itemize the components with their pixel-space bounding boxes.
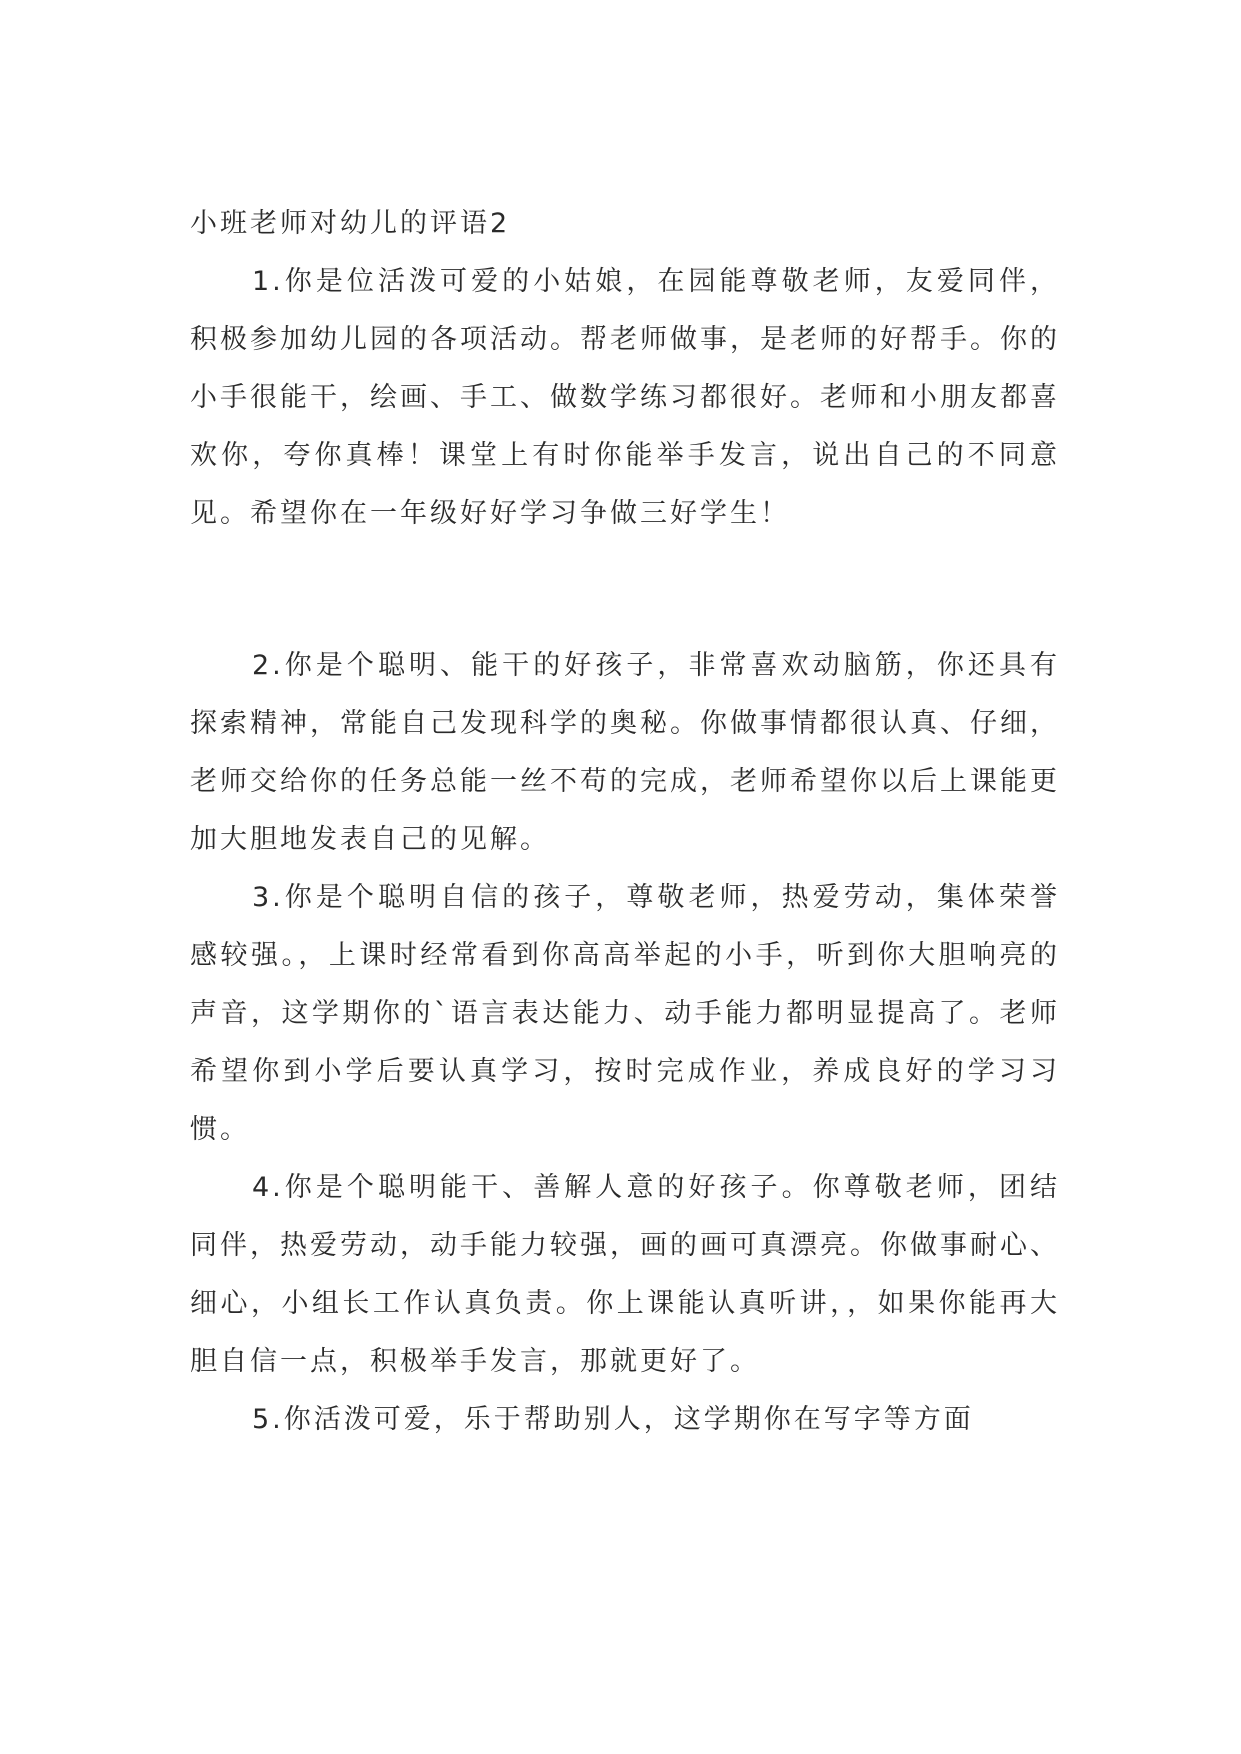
comment-paragraph-2: 2.你是个聪明、能干的好孩子，非常喜欢动脑筋，你还具有探索精神，常能自己发现科学的奥秘。你做事情都很认真、仔细，老师交给你的任务总能一丝不苟的完成，老师希望你以后上课能更加大胆地发表自己的见解。 — [190, 650, 1060, 855]
comment-paragraph-4: 4.你是个聪明能干、善解人意的好孩子。你尊敬老师，团结同伴，热爱劳动，动手能力较强，画的画可真漂亮。你做事耐心、细心，小组长工作认真负责。你上课能认真听讲，，如果你能再大胆自信一点，积极举手发言，那就更好了。 — [190, 1172, 1060, 1377]
comment-paragraph-3: 3.你是个聪明自信的孩子，尊敬老师，热爱劳动，集体荣誉感较强。，上课时经常看到你高高举起的小手，听到你大胆响亮的声音，这学期你的`语言表达能力、动手能力都明显提高了。老师希望你到小学后要认真学习，按时完成作业，养成良好的学习习惯。 — [190, 882, 1060, 1145]
document-body — [190, 195, 1060, 1449]
paragraph-gap — [190, 543, 1060, 637]
comment-paragraph-1: 1.你是位活泼可爱的小姑娘，在园能尊敬老师，友爱同伴，积极参加幼儿园的各项活动。帮老师做事，是老师的好帮手。你的小手很能干，绘画、手工、做数学练习都很好。老师和小朋友都喜欢你，夸你真棒！课堂上有时你能举手发言，说出自己的不同意见。希望你在一年级好好学习争做三好学生！ — [190, 266, 1060, 529]
comment-paragraph-5: 5.你活泼可爱，乐于帮助别人，这学期你在写字等方面 — [252, 1404, 974, 1435]
document-title: 小班老师对幼儿的评语2 — [190, 208, 511, 239]
